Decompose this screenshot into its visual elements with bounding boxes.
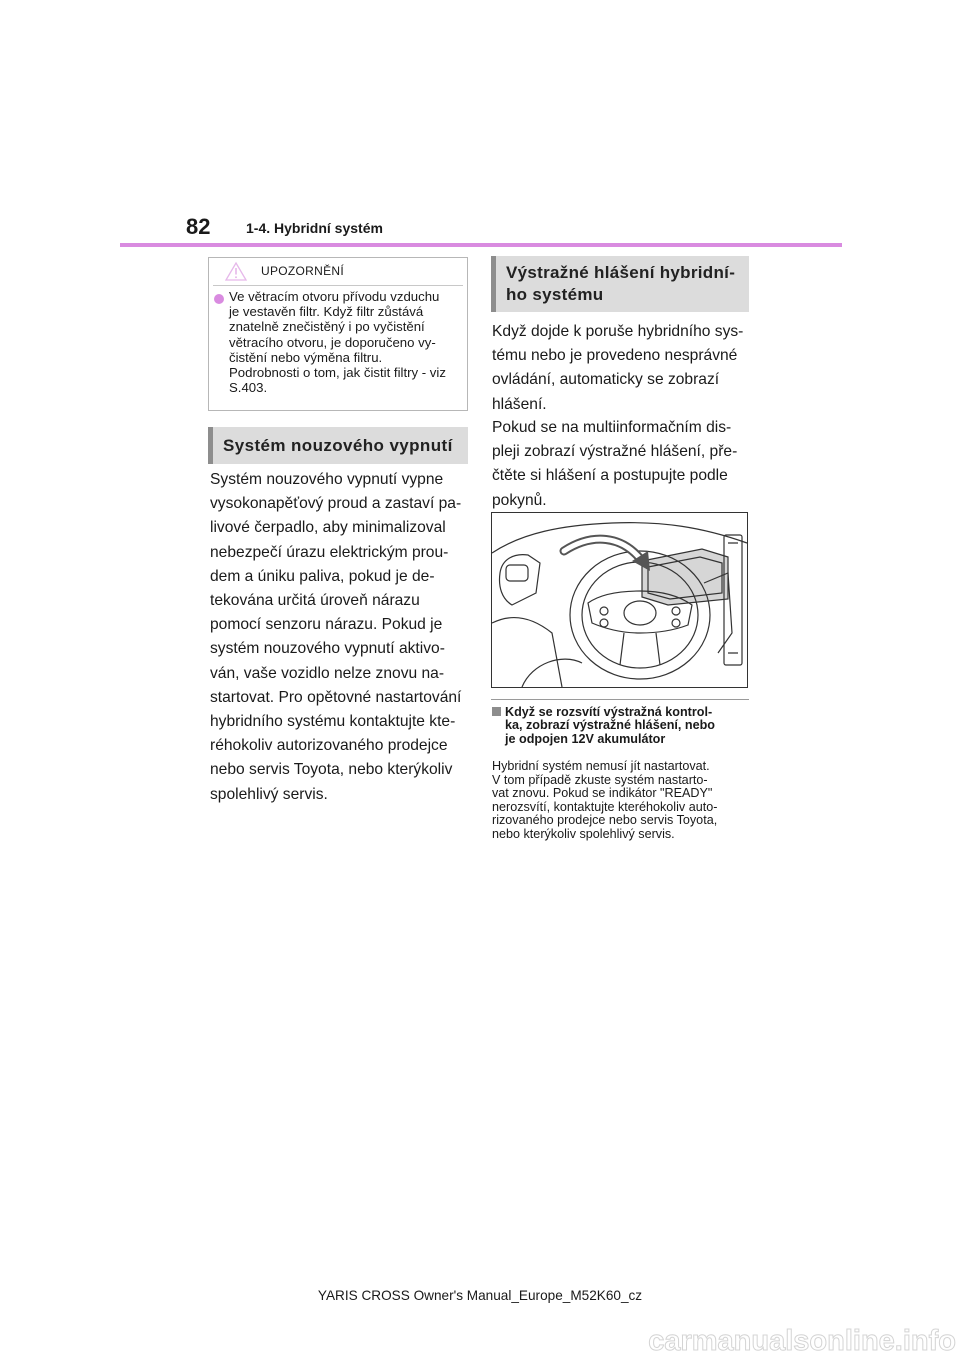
subsection-line: je odpojen 12V akumulátor: [505, 731, 666, 746]
body-line: Když dojde k poruše hybridního sys-: [492, 323, 744, 340]
body-line: pomocí senzoru nárazu. Pokud je: [210, 616, 443, 634]
footer-text: YARIS CROSS Owner's Manual_Europe_M52K60_cz: [317, 1288, 643, 1303]
warning-title: UPOZORNĚNÍ: [261, 264, 345, 278]
body-line: V tom případě zkuste systém nastarto-: [492, 772, 708, 787]
body-line: čtěte si hlášení a postupujte podle: [492, 467, 728, 485]
page-number: 82: [186, 214, 211, 239]
body-line: réhokoliv autorizovaného prodejce: [210, 737, 448, 755]
warning-box: [208, 257, 468, 411]
emergency-shutoff-heading: Systém nouzového vypnutí: [208, 427, 468, 464]
heading-line: ho systému: [506, 285, 604, 304]
warning-divider: [213, 285, 463, 286]
body-line: dem a úniku paliva, pokud je de-: [210, 567, 435, 585]
body-line: nerozsvítí, kontaktujte kteréhokoliv auto-: [492, 799, 718, 814]
body-line: Pokud se na multiinformačním dis-: [492, 419, 732, 436]
warning-text: [229, 289, 465, 395]
warning-line: Podrobnosti o tom, jak čistit filtry - viz: [229, 365, 446, 381]
warning-line: S.403.: [229, 380, 268, 396]
body-line: rizovaného prodejce nebo servis Toyota,: [492, 813, 718, 828]
warning-triangle-icon: [225, 262, 247, 281]
subsection-line: [492, 706, 750, 719]
body-line: nebo kterýkoliv spolehlivý servis.: [492, 826, 675, 841]
body-line: nebezpečí úrazu elektrickým prou-: [210, 543, 449, 561]
heading-line: Výstražné hlášení hybridní-: [506, 263, 736, 282]
body-line: tekována určitá úroveň nárazu: [210, 592, 420, 610]
body-line: vysokonapěťový proud a zastaví pa-: [210, 495, 462, 513]
emergency-shutoff-body: [210, 468, 468, 807]
warning-line: je vestavěn filtr. Když filtr zůstává: [229, 304, 424, 320]
body-line: Hybridní systém nemusí jít nastartovat.: [492, 759, 710, 773]
steering-wheel-illustration: [492, 513, 747, 687]
warning-bullet: [214, 294, 224, 304]
body-line: tému nebo je provedeno nesprávné: [492, 347, 738, 365]
body-line: ván, vaše vozidlo nelze znovu na-: [210, 664, 445, 682]
warning-header: [209, 258, 467, 285]
watermark-logo: [648, 1314, 960, 1358]
warning-message-heading: [491, 256, 749, 312]
body-line: pokynů.: [492, 491, 547, 509]
body-line: vat znovu. Pokud se indikátor "READY": [492, 786, 713, 801]
body-line: pleji zobrazí výstražné hlášení, pře-: [492, 443, 738, 461]
dashboard-illustration: [491, 512, 748, 688]
warning-line: větracího otvoru, je doporučeno vy-: [229, 334, 436, 350]
subsection-heading: [492, 706, 750, 746]
body-line: systém nouzového vypnutí aktivo-: [210, 640, 445, 658]
body-line: startovat. Pro opětovné nastartování: [210, 688, 462, 706]
warning-line: Ve větracím otvoru přívodu vzduchu: [229, 289, 440, 304]
body-line: hlášení.: [492, 395, 547, 413]
subsection-line: ka, zobrazí výstražné hlášení, nebo: [505, 718, 715, 733]
illustration-divider: [491, 699, 749, 700]
section-title: 1-4. Hybridní systém: [246, 220, 383, 236]
body-line: spolehlivý servis.: [210, 785, 328, 803]
body-line: nebo servis Toyota, nebo kterýkoliv: [210, 761, 453, 779]
warning-line: znatelně znečistěný i po vyčistění: [229, 319, 425, 335]
subsection-body: [492, 760, 750, 842]
warning-message-para-1: [492, 320, 750, 417]
warning-message-para-2: [492, 416, 750, 513]
header-rule: [120, 243, 842, 247]
subsection-text: Když se rozsvítí výstražná kontrol-: [505, 705, 713, 719]
body-line: hybridního systému kontaktujte kte-: [210, 713, 456, 731]
warning-line: čistění nebo výměna filtru.: [229, 349, 383, 365]
body-line: ovládání, automaticky se zobrazí: [492, 371, 720, 389]
square-bullet-icon: [492, 707, 501, 716]
body-line: livové čerpadlo, aby minimalizoval: [210, 519, 446, 537]
body-line: Systém nouzového vypnutí vypne: [210, 471, 444, 488]
watermark-text: carmanualsonline.info: [648, 1325, 956, 1357]
